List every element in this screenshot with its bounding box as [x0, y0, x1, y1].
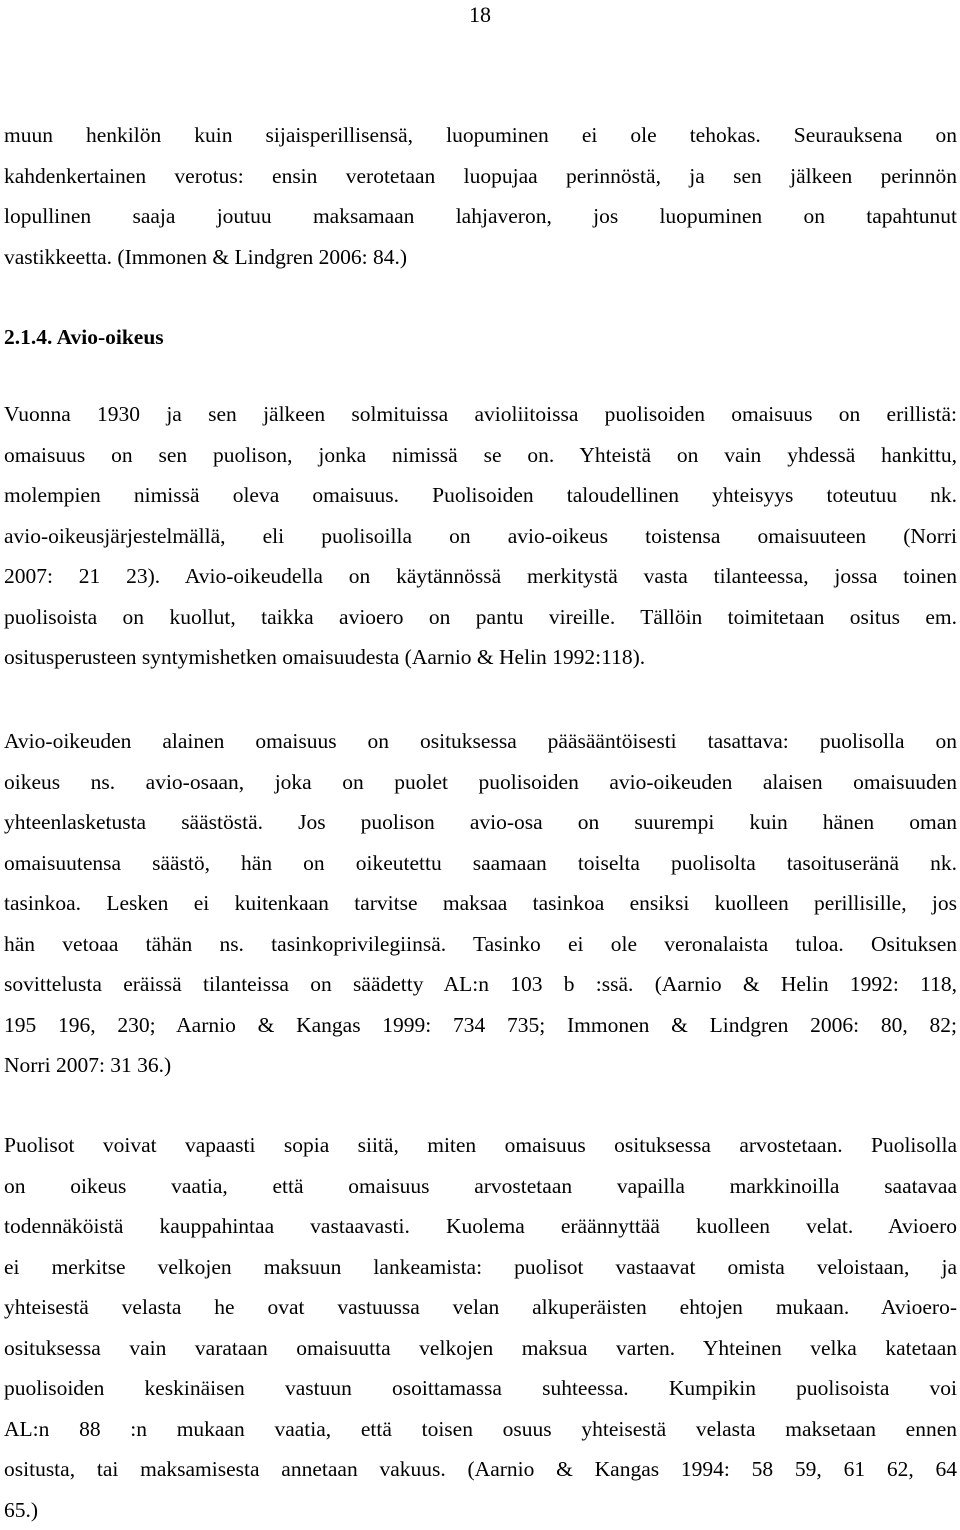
paragraph-2	[4, 394, 957, 678]
paragraph-line: ositusta, tai maksamisesta annetaan vakuus. (Aarnio & Kangas 1994: 58 59, 61 62, 64	[4, 1449, 957, 1490]
paragraph-4	[4, 1125, 957, 1530]
paragraph-line: ositusperusteen syntymishetken omaisuudesta (Aarnio & Helin 1992:118).	[4, 637, 957, 678]
paragraph-line: kahdenkertainen verotus: ensin verotetaan luopujaa perinnöstä, ja sen jälkeen perinnön	[4, 156, 957, 197]
paragraph-line: ei merkitse velkojen maksuun lankeamista: puolisot vastaavat omista veloistaan, ja	[4, 1247, 957, 1288]
paragraph-line: 65.)	[4, 1490, 957, 1530]
paragraph-line: on oikeus vaatia, että omaisuus arvostetaan vapailla markkinoilla saatavaa	[4, 1166, 957, 1207]
paragraph-line: omaisuutensa säästö, hän on oikeutettu saamaan toiselta puolisolta tasoituseränä nk.	[4, 843, 957, 884]
paragraph-line: molempien nimissä oleva omaisuus. Puolisoiden taloudellinen yhteisyys toteutuu nk.	[4, 475, 957, 516]
paragraph-line: sovittelusta eräissä tilanteissa on säädetty AL:n 103 b :ssä. (Aarnio & Helin 1992: 118,	[4, 964, 957, 1005]
paragraph-line: oikeus ns. avio-osaan, joka on puolet puolisoiden avio-oikeuden alaisen omaisuuden	[4, 762, 957, 803]
paragraph-line: puolisoista on kuollut, taikka avioero on pantu vireille. Tällöin toimitetaan ositus em.	[4, 597, 957, 638]
paragraph-line: tasinkoa. Lesken ei kuitenkaan tarvitse maksaa tasinkoa ensiksi kuolleen perillisille, jos	[4, 883, 957, 924]
paragraph-line: hän vetoaa tähän ns. tasinkoprivilegiinsä. Tasinko ei ole veronalaista tuloa. Osituksen	[4, 924, 957, 965]
paragraph-line: muun henkilön kuin sijaisperillisensä, luopuminen ei ole tehokas. Seurauksena on	[4, 115, 957, 156]
paragraph-line: vastikkeetta. (Immonen & Lindgren 2006: 84.)	[4, 237, 957, 278]
paragraph-line: puolisoiden keskinäisen vastuun osoittamassa suhteessa. Kumpikin puolisoista voi	[4, 1368, 957, 1409]
paragraph-line: todennäköistä kauppahintaa vastaavasti. Kuolema eräännyttää kuolleen velat. Avioero	[4, 1206, 957, 1247]
section-heading: 2.1.4. Avio-oikeus	[4, 317, 164, 357]
paragraph-line: yhteisestä velasta he ovat vastuussa velan alkuperäisten ehtojen mukaan. Avioero-	[4, 1287, 957, 1328]
paragraph-line: avio-oikeusjärjestelmällä, eli puolisoilla on avio-oikeus toistensa omaisuuteen (Norri	[4, 516, 957, 557]
paragraph-line: 195 196, 230; Aarnio & Kangas 1999: 734 735; Immonen & Lindgren 2006: 80, 82;	[4, 1005, 957, 1046]
paragraph-line: Avio-oikeuden alainen omaisuus on osituksessa pääsääntöisesti tasattava: puolisolla on	[4, 721, 957, 762]
page-number: 18	[0, 2, 960, 28]
paragraph-line: Puolisot voivat vapaasti sopia siitä, miten omaisuus osituksessa arvostetaan. Puolisolla	[4, 1125, 957, 1166]
paragraph-3	[4, 721, 957, 1086]
paragraph-line: omaisuus on sen puolison, jonka nimissä se on. Yhteistä on vain yhdessä hankittu,	[4, 435, 957, 476]
paragraph-line: Vuonna 1930 ja sen jälkeen solmituissa avioliitoissa puolisoiden omaisuus on erillistä:	[4, 394, 957, 435]
paragraph-line: Norri 2007: 31 36.)	[4, 1045, 957, 1086]
paragraph-line: 2007: 21 23). Avio-oikeudella on käytännössä merkitystä vasta tilanteessa, jossa toinen	[4, 556, 957, 597]
paragraph-line: AL:n 88 :n mukaan vaatia, että toisen osuus yhteisestä velasta maksetaan ennen	[4, 1409, 957, 1450]
paragraph-line: yhteenlasketusta säästöstä. Jos puolison avio-osa on suurempi kuin hänen oman	[4, 802, 957, 843]
paragraph-1	[4, 115, 957, 277]
paragraph-line: osituksessa vain varataan omaisuutta velkojen maksua varten. Yhteinen velka katetaan	[4, 1328, 957, 1369]
paragraph-line: lopullinen saaja joutuu maksamaan lahjaveron, jos luopuminen on tapahtunut	[4, 196, 957, 237]
